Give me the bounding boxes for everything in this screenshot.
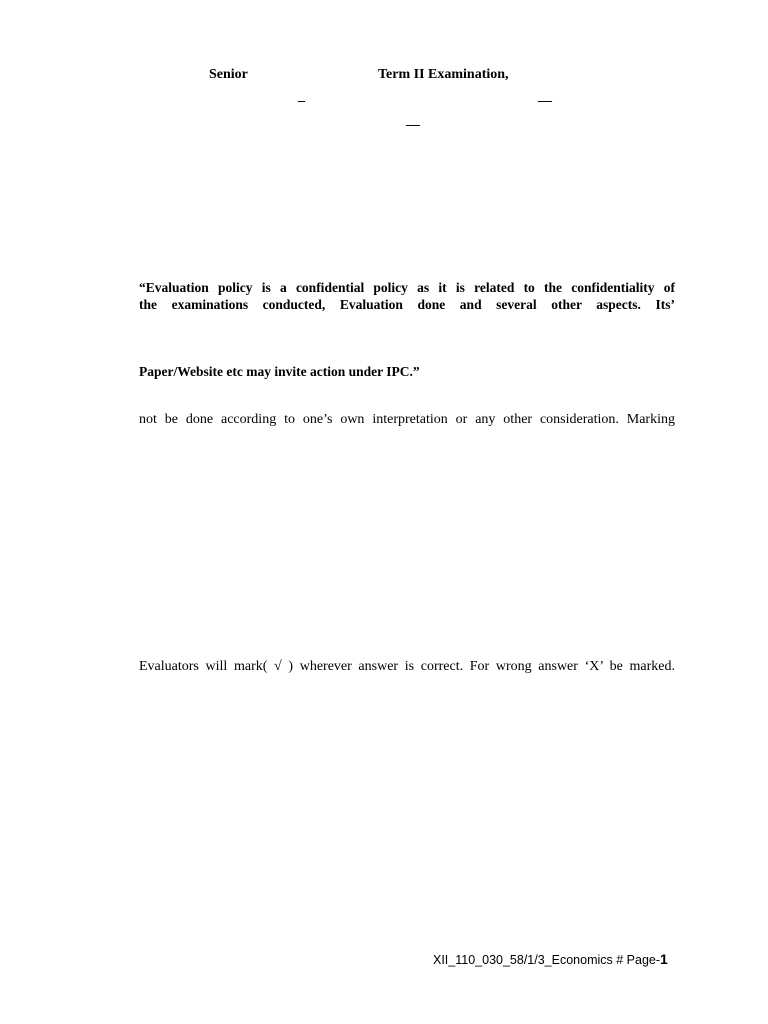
- notice-line-3: Paper/Website etc may invite action under IPC.”: [139, 364, 420, 379]
- header-senior: Senior: [209, 67, 248, 82]
- header-dash-right: __: [538, 89, 552, 104]
- header-exam-title: Term II Examination,: [378, 67, 509, 82]
- notice-line-1: “Evaluation policy is a confidential policy as it is related to the confidentiality of: [139, 280, 675, 295]
- footer-code: XII_110_030_58/1/3_Economics # Page-: [433, 953, 661, 967]
- notice-line-2: the examinations conducted, Evaluation done and several other aspects. Its’: [139, 297, 675, 312]
- header-dash-center: __: [406, 113, 420, 128]
- header-dash-left: _: [298, 89, 305, 104]
- evaluators-instruction-line: Evaluators will mark( √ ) wherever answer is correct. For wrong answer ‘X’ be marked.: [139, 659, 675, 674]
- marking-instruction-line: not be done according to one’s own interpretation or any other consideration. Marking: [139, 412, 675, 427]
- page-footer: [433, 951, 668, 968]
- footer-page-number: 1: [660, 951, 668, 967]
